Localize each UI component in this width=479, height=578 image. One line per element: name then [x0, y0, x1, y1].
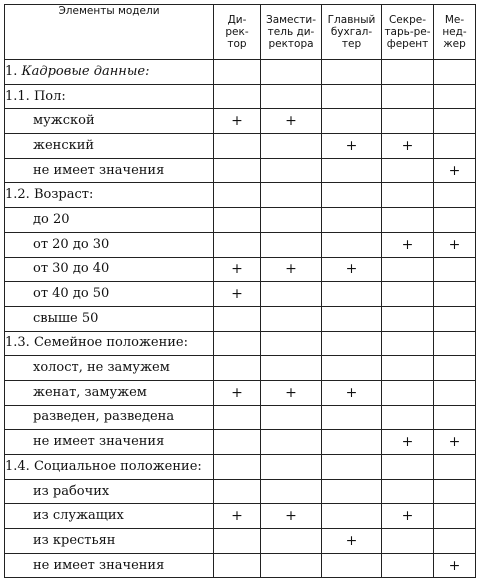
mark-cell	[214, 405, 261, 430]
section-label: 1. Кадровые данные:	[5, 60, 214, 85]
row-item-label: холост, не замужем	[5, 356, 214, 381]
table-row	[5, 158, 476, 183]
mark-cell: +	[214, 282, 261, 307]
mark-cell	[382, 158, 434, 183]
mark-cell	[322, 331, 382, 356]
row-item-label: не имеет значения	[5, 553, 214, 578]
table-row	[5, 380, 476, 405]
mark-cell	[214, 158, 261, 183]
mark-cell	[214, 331, 261, 356]
mark-cell	[322, 455, 382, 480]
mark-cell	[214, 134, 261, 159]
mark-cell	[322, 158, 382, 183]
mark-cell	[214, 430, 261, 455]
header-row	[5, 5, 476, 60]
mark-cell	[261, 529, 322, 554]
mark-cell: +	[382, 232, 434, 257]
mark-cell	[261, 158, 322, 183]
table-row	[5, 84, 476, 109]
mark-cell: +	[322, 134, 382, 159]
mark-cell: +	[214, 109, 261, 134]
header-director-label: Ди- рек- тор	[225, 14, 249, 50]
mark-cell	[214, 183, 261, 208]
table-body	[5, 60, 476, 578]
row-item-label: женский	[5, 134, 214, 159]
table-row	[5, 208, 476, 233]
mark-cell	[261, 405, 322, 430]
mark-cell	[214, 529, 261, 554]
table-row	[5, 306, 476, 331]
mark-cell	[434, 504, 476, 529]
mark-cell	[322, 208, 382, 233]
table-row	[5, 479, 476, 504]
mark-cell	[434, 282, 476, 307]
mark-cell	[434, 356, 476, 381]
mark-cell	[434, 306, 476, 331]
mark-cell	[382, 331, 434, 356]
mark-cell: +	[434, 232, 476, 257]
mark-cell	[382, 60, 434, 85]
table-row	[5, 356, 476, 381]
header-secretary-label: Секре- тарь-ре- ферент	[384, 14, 431, 50]
mark-cell	[261, 331, 322, 356]
mark-cell	[322, 183, 382, 208]
mark-cell	[214, 356, 261, 381]
mark-cell	[434, 183, 476, 208]
mark-cell	[434, 529, 476, 554]
mark-cell	[214, 60, 261, 85]
table-row	[5, 109, 476, 134]
mark-cell: +	[434, 430, 476, 455]
header-manager-label: Ме- нед- жер	[442, 14, 467, 50]
mark-cell	[322, 405, 382, 430]
mark-cell	[382, 380, 434, 405]
mark-cell	[434, 109, 476, 134]
mark-cell: +	[322, 529, 382, 554]
mark-cell: +	[261, 380, 322, 405]
mark-cell	[322, 60, 382, 85]
mark-cell	[261, 208, 322, 233]
row-item-label: не имеет значения	[5, 158, 214, 183]
row-item-label: от 20 до 30	[5, 232, 214, 257]
table-row	[5, 282, 476, 307]
mark-cell	[382, 479, 434, 504]
mark-cell	[261, 306, 322, 331]
mark-cell	[214, 553, 261, 578]
row-item-label: из служащих	[5, 504, 214, 529]
mark-cell	[434, 405, 476, 430]
mark-cell	[322, 430, 382, 455]
mark-cell	[322, 504, 382, 529]
group-label: 1.3. Семейное положение:	[5, 331, 214, 356]
mark-cell: +	[382, 134, 434, 159]
mark-cell	[322, 356, 382, 381]
mark-cell: +	[261, 504, 322, 529]
mark-cell	[382, 208, 434, 233]
mark-cell	[434, 84, 476, 109]
mark-cell	[261, 455, 322, 480]
mark-cell	[322, 232, 382, 257]
table-row	[5, 183, 476, 208]
mark-cell	[382, 553, 434, 578]
mark-cell	[261, 479, 322, 504]
mark-cell	[434, 60, 476, 85]
mark-cell	[382, 109, 434, 134]
table-row	[5, 405, 476, 430]
mark-cell: +	[261, 109, 322, 134]
mark-cell	[261, 60, 322, 85]
mark-cell	[382, 282, 434, 307]
row-item-label: женат, замужем	[5, 380, 214, 405]
mark-cell: +	[382, 430, 434, 455]
mark-cell: +	[322, 380, 382, 405]
mark-cell	[434, 134, 476, 159]
mark-cell	[434, 455, 476, 480]
header-deputy-label: Замести- тель ди- ректора	[265, 14, 317, 50]
mark-cell	[322, 109, 382, 134]
table-row	[5, 257, 476, 282]
mark-cell	[214, 455, 261, 480]
table-row	[5, 455, 476, 480]
mark-cell	[214, 232, 261, 257]
mark-cell	[261, 232, 322, 257]
group-label: 1.4. Социальное положение:	[5, 455, 214, 480]
table-row	[5, 134, 476, 159]
row-item-label: от 40 до 50	[5, 282, 214, 307]
mark-cell: +	[214, 257, 261, 282]
mark-cell: +	[214, 380, 261, 405]
model-table	[4, 4, 476, 578]
mark-cell	[382, 84, 434, 109]
mark-cell	[434, 257, 476, 282]
row-item-label: разведен, разведена	[5, 405, 214, 430]
mark-cell: +	[322, 257, 382, 282]
mark-cell	[382, 529, 434, 554]
mark-cell	[322, 282, 382, 307]
header-accountant-label: Главный бухгал- тер	[327, 14, 376, 50]
mark-cell	[214, 479, 261, 504]
table-row	[5, 529, 476, 554]
mark-cell	[214, 306, 261, 331]
mark-cell	[382, 455, 434, 480]
mark-cell	[214, 84, 261, 109]
row-item-label: из крестьян	[5, 529, 214, 554]
group-label: 1.1. Пол:	[5, 84, 214, 109]
mark-cell	[322, 479, 382, 504]
table-row	[5, 232, 476, 257]
mark-cell: +	[214, 504, 261, 529]
mark-cell	[434, 208, 476, 233]
mark-cell	[434, 479, 476, 504]
mark-cell	[434, 380, 476, 405]
mark-cell: +	[261, 257, 322, 282]
group-label: 1.2. Возраст:	[5, 183, 214, 208]
table-row	[5, 553, 476, 578]
header-secretary	[382, 5, 434, 60]
mark-cell	[322, 553, 382, 578]
mark-cell	[261, 356, 322, 381]
mark-cell	[261, 84, 322, 109]
row-item-label: от 30 до 40	[5, 257, 214, 282]
row-item-label: из рабочих	[5, 479, 214, 504]
mark-cell	[382, 306, 434, 331]
header-deputy-director	[261, 5, 322, 60]
mark-cell	[322, 306, 382, 331]
mark-cell	[382, 405, 434, 430]
row-item-label: не имеет значения	[5, 430, 214, 455]
mark-cell	[382, 257, 434, 282]
row-item-label: свыше 50	[5, 306, 214, 331]
mark-cell	[261, 134, 322, 159]
table-row	[5, 504, 476, 529]
mark-cell	[261, 282, 322, 307]
mark-cell	[322, 84, 382, 109]
mark-cell: +	[382, 504, 434, 529]
header-chief-accountant	[322, 5, 382, 60]
table-row	[5, 60, 476, 85]
mark-cell	[214, 208, 261, 233]
mark-cell	[434, 331, 476, 356]
mark-cell	[261, 183, 322, 208]
row-item-label: до 20	[5, 208, 214, 233]
row-item-label: мужской	[5, 109, 214, 134]
table-row	[5, 430, 476, 455]
header-manager	[434, 5, 476, 60]
mark-cell	[261, 430, 322, 455]
mark-cell	[382, 356, 434, 381]
header-director	[214, 5, 261, 60]
mark-cell: +	[434, 553, 476, 578]
mark-cell	[382, 183, 434, 208]
mark-cell	[261, 553, 322, 578]
table-row	[5, 331, 476, 356]
mark-cell: +	[434, 158, 476, 183]
header-elements: Элементы модели	[5, 5, 214, 60]
